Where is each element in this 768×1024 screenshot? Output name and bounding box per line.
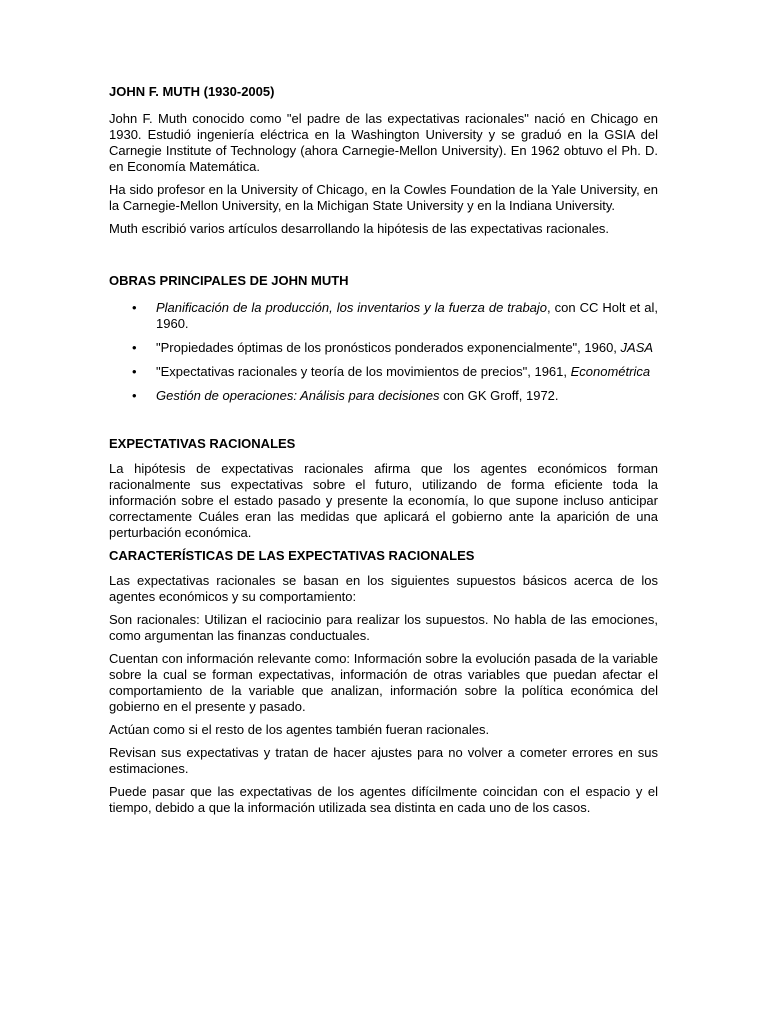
bio-paragraph: Ha sido profesor en la University of Chicago, en la Cowles Foundation de la Yale University, en la Carnegie-Mellon University, en la Michigan State University y en la Indiana University. — [109, 182, 658, 213]
characteristics-heading: CARACTERÍSTICAS DE LAS EXPECTATIVAS RACIONALES — [109, 548, 475, 563]
works-list-item — [109, 364, 658, 380]
characteristics-paragraph: Puede pasar que las expectativas de los agentes difícilmente coincidan con el espacio y el tiempo, debido a que la información utilizada sea distinta en cada uno de los casos. — [109, 784, 658, 815]
characteristics-paragraph: Actúan como si el resto de los agentes también fueran racionales. — [109, 722, 490, 737]
work-pre: "Propiedades óptimas de los pronósticos ponderados exponencialmente", 1960, — [156, 340, 621, 355]
bio-heading — [109, 84, 658, 100]
work-title: Econométrica — [570, 364, 651, 379]
section-spacer — [109, 244, 658, 271]
rational-heading: EXPECTATIVAS RACIONALES — [109, 436, 296, 451]
bio-paragraph: John F. Muth conocido como "el padre de las expectativas racionales" nació en Chicago en 1930. Estudió ingeniería eléctrica en la Washington University y se graduó en la GSIA del Carnegie Institute of Technology (ahora Carnegie-Mellon University). En 1962 obtuvo el Ph. D. en Economía Matemática. — [109, 111, 658, 174]
bio-name: JOHN F. MUTH — [109, 84, 200, 99]
section-spacer — [109, 412, 658, 436]
characteristics-paragraph: Las expectativas racionales se basan en los siguientes supuestos básicos acerca de los agentes económicos y su comportamiento: — [109, 573, 658, 604]
bullet-icon: • — [132, 300, 137, 315]
document-page — [109, 84, 658, 823]
works-heading: OBRAS PRINCIPALES DE JOHN MUTH — [109, 273, 349, 288]
bio-dates: (1930-2005) — [203, 84, 275, 99]
work-pre: "Expectativas racionales y teoría de los movimientos de precios", 1961, — [156, 364, 571, 379]
work-title: Gestión de operaciones: Análisis para decisiones — [156, 388, 440, 403]
bullet-icon: • — [132, 388, 137, 403]
bullet-icon: • — [132, 364, 137, 379]
work-title: Planificación de la producción, los inventarios y la fuerza de trabajo — [156, 300, 548, 315]
work-title: JASA — [620, 340, 654, 355]
works-list-item — [109, 300, 658, 332]
characteristics-paragraph: Son racionales: Utilizan el raciocinio para realizar los supuestos. No habla de las emociones, como argumentan las finanzas conductuales. — [109, 612, 658, 643]
works-list — [109, 300, 658, 404]
work-post: , con CC Holt et al, 1960. — [156, 300, 658, 331]
characteristics-paragraph: Revisan sus expectativas y tratan de hacer ajustes para no volver a cometer errores en sus estimaciones. — [109, 745, 658, 776]
bullet-icon: • — [132, 340, 137, 355]
works-list-item — [109, 388, 658, 404]
work-post: con GK Groff, 1972. — [439, 388, 559, 403]
bio-paragraph: Muth escribió varios artículos desarrollando la hipótesis de las expectativas racionales. — [109, 221, 610, 236]
works-list-item — [109, 340, 658, 356]
rational-paragraph: La hipótesis de expectativas racionales afirma que los agentes económicos forman racionalmente sus expectativas sobre el futuro, utilizando de forma eficiente toda la información sobre el estado pasado y presente la economía, lo que supone incluso anticipar correctamente Cuáles eran las medidas que aplicará el gobierno ante la aparición de una perturbación económica. — [109, 461, 658, 540]
characteristics-paragraph: Cuentan con información relevante como: Información sobre la evolución pasada de la variable sobre la cual se forman expectativas, información de otras variables que puedan afectar el comportamiento de la variable que analizan, información sobre la política económica del gobierno en el presente y pasado. — [109, 651, 658, 714]
